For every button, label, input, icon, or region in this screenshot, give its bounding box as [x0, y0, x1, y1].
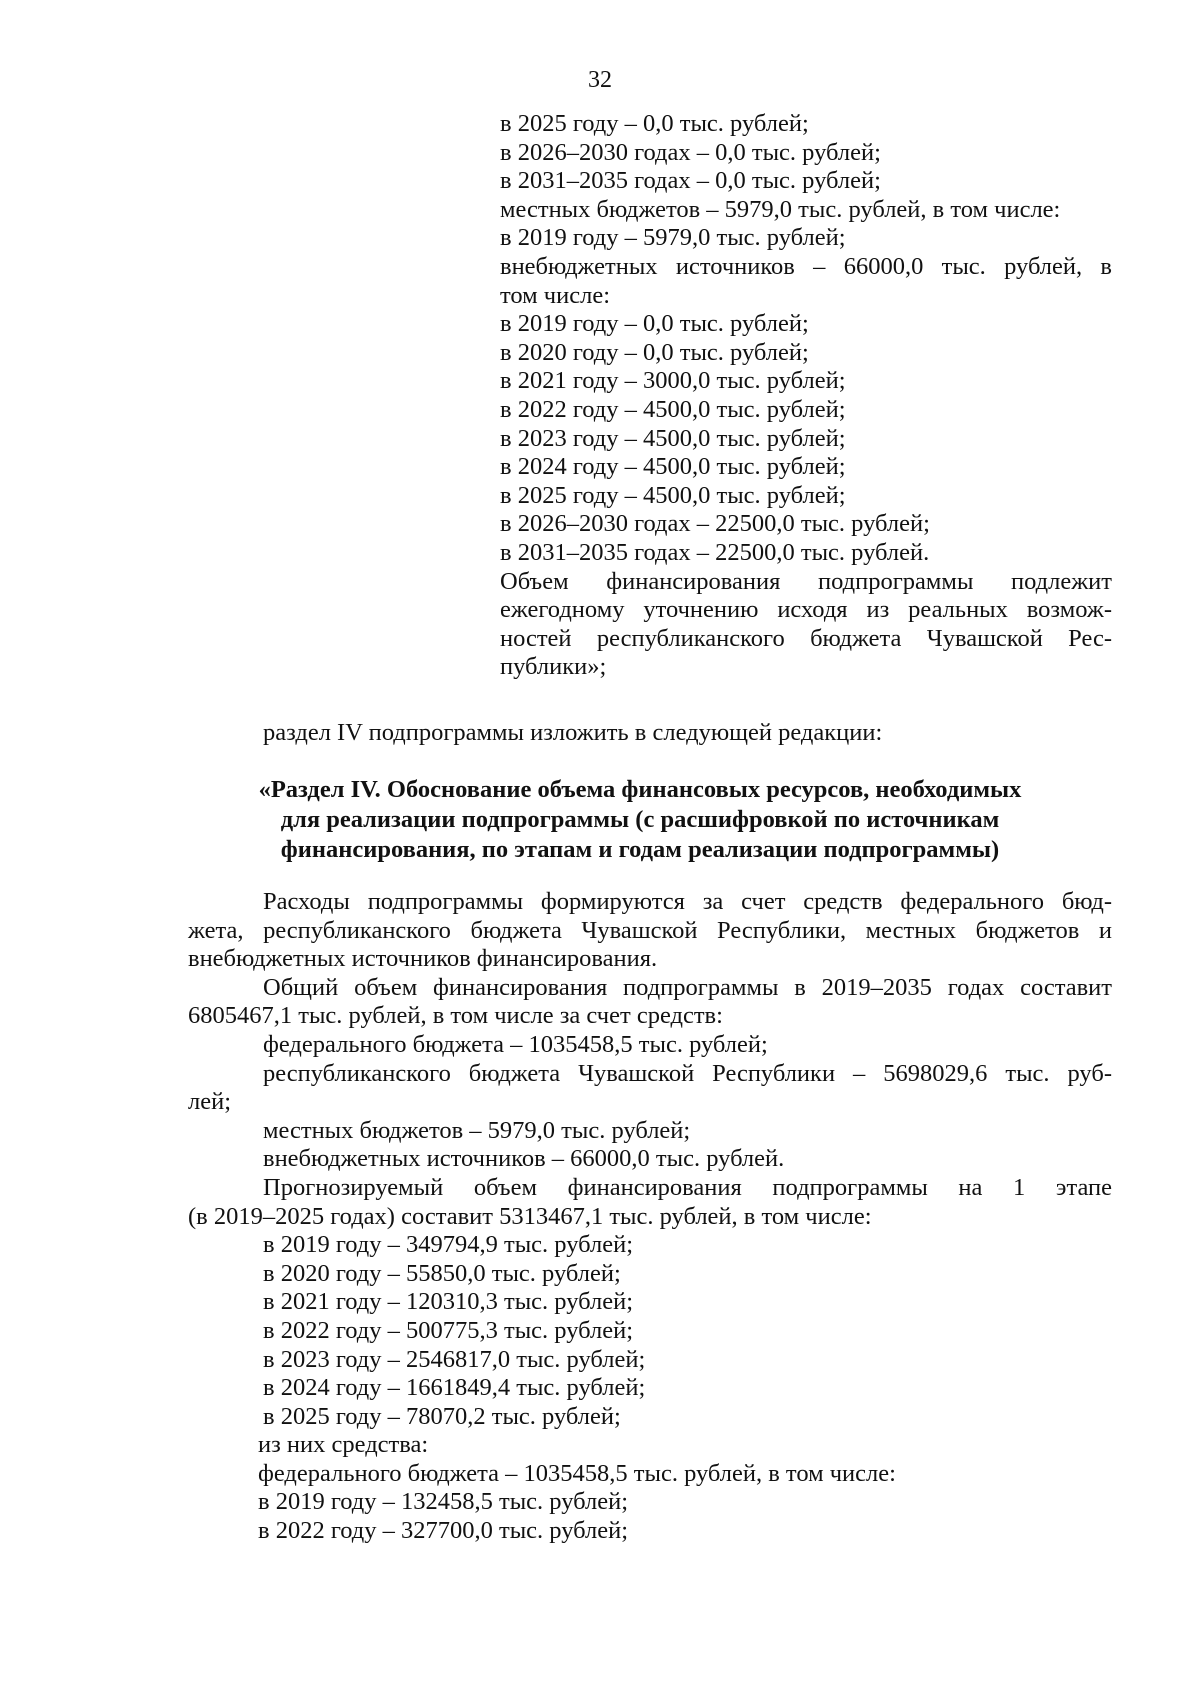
- text-line: в 2026–2030 годах – 22500,0 тыс. рублей;: [500, 510, 930, 538]
- text-line: внебюджетных источников – 66000,0 тыс. рублей, в: [500, 252, 1112, 280]
- paragraph-line: в 2022 году – 500775,3 тыс. рублей;: [263, 1316, 634, 1344]
- text-line: в 2020 году – 0,0 тыс. рублей;: [500, 338, 809, 366]
- paragraph-line: республиканского бюджета Чувашской Республики – 5698029,6 тыс. руб-: [263, 1059, 1112, 1087]
- text-line: местных бюджетов – 5979,0 тыс. рублей, в том числе:: [500, 195, 1061, 223]
- paragraph-line: в 2023 году – 2546817,0 тыс. рублей;: [263, 1345, 646, 1373]
- paragraph-line: жета, республиканского бюджета Чувашской Республики, местных бюджетов и: [188, 916, 1112, 944]
- text-line: ежегодному уточнению исходя из реальных возмож-: [500, 596, 1112, 624]
- text-line: в 2019 году – 0,0 тыс. рублей;: [500, 310, 809, 338]
- paragraph-line: в 2020 году – 55850,0 тыс. рублей;: [263, 1259, 621, 1287]
- section-heading: [180, 775, 1100, 865]
- text-line: в 2021 году – 3000,0 тыс. рублей;: [500, 367, 846, 395]
- paragraph-line: (в 2019–2025 годах) составит 5313467,1 тыс. рублей, в том числе:: [188, 1202, 872, 1230]
- paragraph-line: в 2019 году – 349794,9 тыс. рублей;: [263, 1231, 634, 1259]
- text-line: в 2026–2030 годах – 0,0 тыс. рублей;: [500, 138, 881, 166]
- paragraph-line: в 2019 году – 132458,5 тыс. рублей;: [258, 1488, 629, 1516]
- text-line: в 2024 году – 4500,0 тыс. рублей;: [500, 453, 846, 481]
- paragraph-line: федерального бюджета – 1035458,5 тыс. рублей, в том числе:: [258, 1459, 896, 1487]
- paragraph-line: федерального бюджета – 1035458,5 тыс. рублей;: [263, 1030, 768, 1058]
- text-line: том числе:: [500, 281, 611, 309]
- financing-continuation-column: [500, 110, 1112, 682]
- paragraph-line: внебюджетных источников – 66000,0 тыс. рублей.: [263, 1145, 785, 1173]
- paragraph-line: Расходы подпрограммы формируются за счет средств федерального бюд-: [263, 888, 1112, 915]
- text-line: в 2019 году – 5979,0 тыс. рублей;: [500, 224, 846, 252]
- heading-line: для реализации подпрограммы (с расшифровкой по источникам: [280, 806, 1000, 833]
- paragraph-line: в 2024 году – 1661849,4 тыс. рублей;: [263, 1374, 646, 1402]
- text-line: в 2022 году – 4500,0 тыс. рублей;: [500, 395, 846, 423]
- heading-line: финансирования, по этапам и годам реализации подпрограммы): [280, 836, 1000, 863]
- text-line: в 2025 году – 0,0 тыс. рублей;: [500, 110, 809, 137]
- paragraph-line: в 2025 году – 78070,2 тыс. рублей;: [263, 1402, 621, 1430]
- text-line: ностей республиканского бюджета Чувашской Рес-: [500, 624, 1112, 652]
- heading-line: «Раздел IV. Обоснование объема финансовых ресурсов, необходимых: [258, 776, 1022, 803]
- paragraph-line: из них средства:: [258, 1431, 429, 1459]
- amendment-intro: раздел IV подпрограммы изложить в следующей редакции:: [263, 719, 883, 746]
- text-line: в 2031–2035 годах – 22500,0 тыс. рублей.: [500, 538, 930, 566]
- paragraph-line: 6805467,1 тыс. рублей, в том числе за счет средств:: [188, 1002, 723, 1030]
- paragraph-line: местных бюджетов – 5979,0 тыс. рублей;: [263, 1116, 691, 1144]
- section-body: [188, 888, 1112, 1546]
- text-line: публики»;: [500, 653, 607, 681]
- text-line: в 2031–2035 годах – 0,0 тыс. рублей;: [500, 167, 881, 195]
- paragraph-line: в 2021 году – 120310,3 тыс. рублей;: [263, 1288, 634, 1316]
- text-line: в 2023 году – 4500,0 тыс. рублей;: [500, 424, 846, 452]
- text-line: Объем финансирования подпрограммы подлежит: [500, 567, 1112, 595]
- paragraph-line: Прогнозируемый объем финансирования подпрограммы на 1 этапе: [263, 1173, 1112, 1201]
- paragraph-line: в 2022 году – 327700,0 тыс. рублей;: [258, 1517, 629, 1545]
- paragraph-line: лей;: [188, 1088, 232, 1116]
- paragraph-line: внебюджетных источников финансирования.: [188, 945, 658, 973]
- page-number: 32: [588, 67, 612, 93]
- text-line: в 2025 году – 4500,0 тыс. рублей;: [500, 481, 846, 509]
- paragraph-line: Общий объем финансирования подпрограммы в 2019–2035 годах составит: [263, 973, 1112, 1001]
